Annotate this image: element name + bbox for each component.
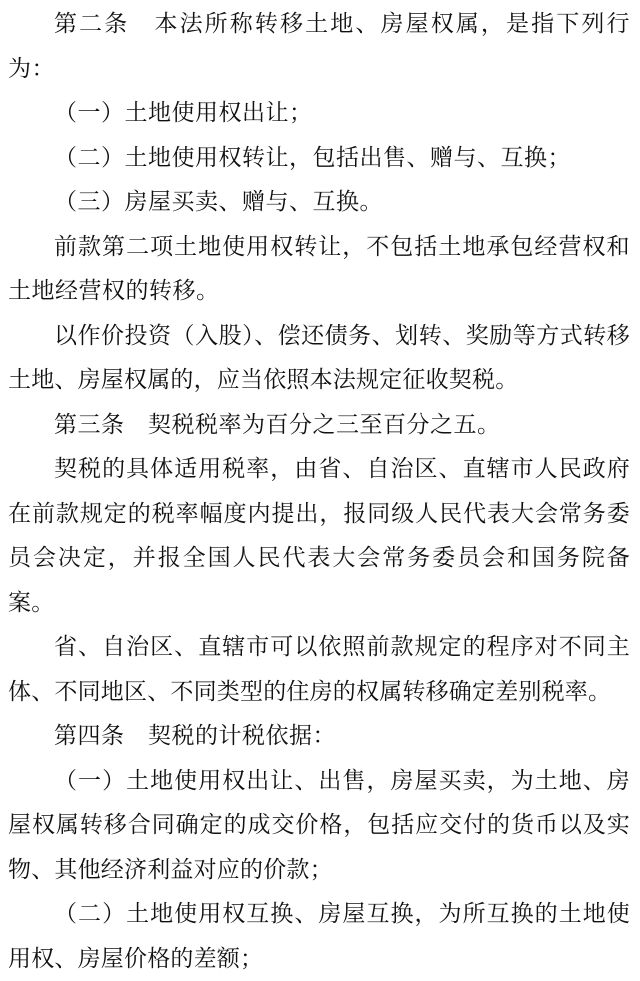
article-3-paragraph-2: 省、自治区、直辖市可以依照前款规定的程序对不同主体、不同地区、不同类型的住房的权属转移确定差别税率。 <box>8 634 630 705</box>
article-2-heading: 第二条 本法所称转移土地、房屋权属，是指下列行为： <box>8 11 630 82</box>
article-2-item-2: （二）土地使用权转让，包括出售、赠与、互换； <box>54 144 571 171</box>
article-2-item-1: （一）土地使用权出让； <box>54 100 313 126</box>
article-2-note-1: 前款第二项土地使用权转让，不包括土地承包经营权和土地经营权的转移。 <box>8 233 630 304</box>
article-2-note-2: 以作价投资（入股）、偿还债务、划转、奖励等方式转移土地、房屋权属的，应当依照本法规定征收契税。 <box>8 322 630 393</box>
article-3-heading: 第三条 契税税率为百分之三至百分之五。 <box>54 411 501 438</box>
article-4-item-2: （二）土地使用权互换、房屋互换，为所互换的土地使用权、房屋价格的差额； <box>8 901 630 972</box>
article-4-item-1: （一）土地使用权出让、出售，房屋买卖，为土地、房屋权属转移合同确定的成交价格，包括应交付的货币以及实物、其他经济利益对应的价款； <box>8 767 630 883</box>
article-3-paragraph-1: 契税的具体适用税率，由省、自治区、直辖市人民政府在前款规定的税率幅度内提出，报同级人民代表大会常务委员会决定，并报全国人民代表大会常务委员会和国务院备案。 <box>8 456 630 616</box>
article-4-heading: 第四条 契税的计税依据： <box>54 723 336 749</box>
article-2-item-3: （三）房屋买卖、赠与、互换。 <box>54 189 383 215</box>
